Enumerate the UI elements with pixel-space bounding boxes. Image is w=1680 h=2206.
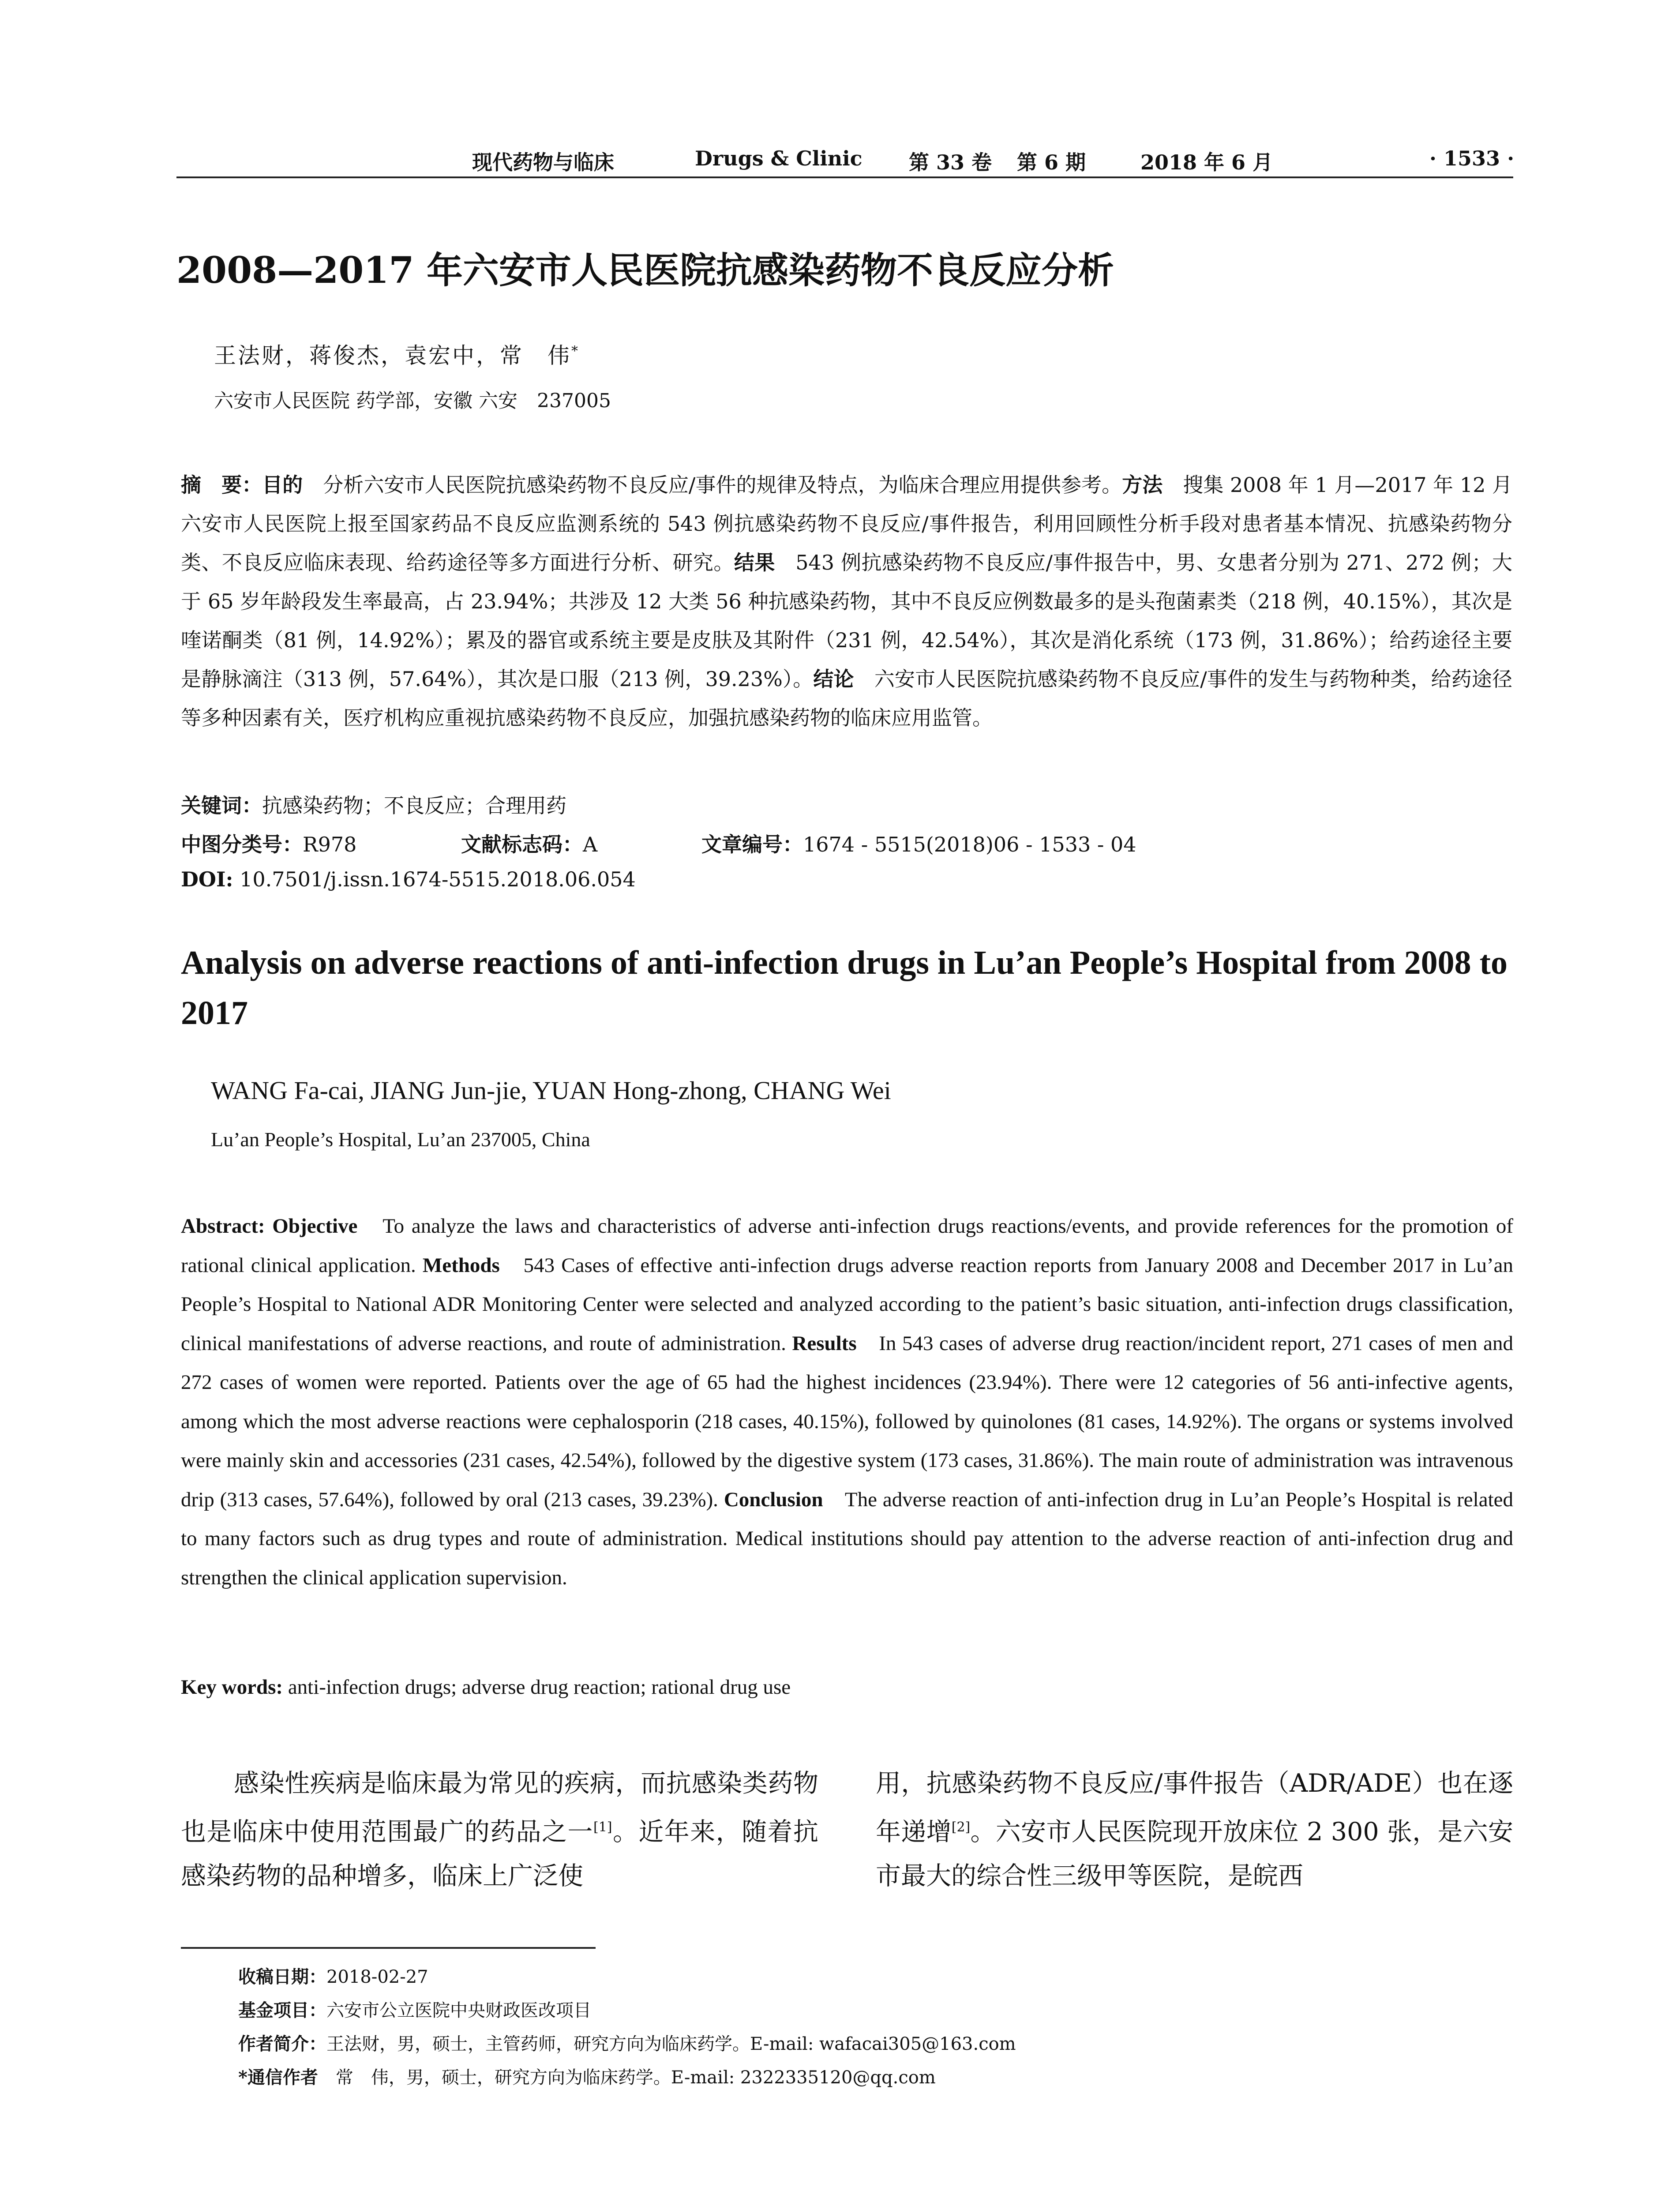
volume: 第 33 卷 — [909, 150, 992, 174]
fund-label: 基金项目： — [238, 2000, 326, 2021]
doi-label: DOI: — [181, 867, 233, 891]
objective-en-text: To analyze the laws and characteristics of adverse anti-infection drugs reactions/events, and provide references for the promotion of rational clinical application. — [181, 1215, 1513, 1277]
abstract-cn — [181, 465, 1512, 737]
keywords-en — [181, 1675, 791, 1699]
author-bio-text: 王法财，男，硕士，主管药师，研究方向为临床药学。E-mail: wafacai305@163.com — [326, 2034, 1016, 2054]
doi-line — [181, 867, 636, 891]
body-right-text-2: 。六安市人民医院现开放床位 2 300 张，是六安市最大的综合性三级甲等医院，是皖西 — [876, 1817, 1513, 1891]
authors-cn-names: 王法财，蒋俊杰，袁宏中，常 伟 — [214, 343, 571, 368]
journal-name-cn: 现代药物与临床 — [472, 150, 614, 174]
methods-en-text: 543 Cases of effective anti-infection drugs adverse reaction reports from January 2008 and December 2017 in Lu’an People’s Hospital to National ADR Monitoring Center were selected and analyzed according to the patient’s basic situation, anti-infection drugs classification, clinical manifestations of adverse reactions, and route of administration. — [181, 1253, 1513, 1355]
corresponding-mark: * — [571, 343, 580, 359]
results-en-label: Results — [792, 1332, 857, 1355]
doc-code-value: A — [583, 833, 598, 856]
keywords-cn — [181, 790, 566, 819]
conclusion-text: 六安市人民医院抗感染药物不良反应/事件的发生与药物种类，给药途径等多种因素有关，医疗机构应重视抗感染药物不良反应，加强抗感染药物的临床应用监管。 — [181, 667, 1513, 730]
body-left-text-2: 。近年来，随着抗感染药物的品种增多，临床上广泛使 — [181, 1817, 818, 1891]
doc-code — [461, 829, 597, 858]
methods-en-label: Methods — [422, 1253, 500, 1277]
authors-en: WANG Fa-cai, JIANG Jun-jie, YUAN Hong-zhong, CHANG Wei — [211, 1076, 891, 1105]
page-number: · 1533 · — [1429, 146, 1515, 170]
methods-text: 搜集 2008 年 1 月—2017 年 12 月六安市人民医院上报至国家药品不良反应监测系统的 543 例抗感染药物不良反应/事件报告，利用回顾性分析手段对患者基本情况、抗感染药物分类、不良反应临床表现、给药途径等多方面进行分析、研究。 — [181, 473, 1513, 574]
footnote-corresponding — [238, 2063, 936, 2089]
body-column-right — [876, 1761, 1513, 1898]
objective-label: 目的 — [262, 473, 303, 497]
clc-value: R978 — [303, 833, 357, 856]
citation-1: [1] — [593, 1820, 612, 1835]
article-number-label: 文章编号： — [701, 833, 803, 856]
corresponding-text: 常 伟，男，硕士，研究方向为临床药学。E-mail: 2322335120@qq.com — [318, 2067, 936, 2088]
objective-text: 分析六安市人民医院抗感染药物不良反应/事件的规律及特点，为临床合理应用提供参考。 — [303, 473, 1122, 497]
body-column-left — [181, 1761, 818, 1898]
article-number — [701, 829, 1136, 858]
received-date: 2018-02-27 — [326, 1967, 428, 1987]
issue: 第 6 期 — [1017, 150, 1086, 174]
keywords-cn-text: 抗感染药物；不良反应；合理用药 — [262, 794, 566, 818]
keywords-cn-label: 关键词： — [181, 794, 262, 818]
affiliation-en: Lu’an People’s Hospital, Lu’an 237005, China — [211, 1128, 590, 1151]
conclusion-label: 结论 — [813, 667, 854, 691]
conclusion-en-label: Conclusion — [724, 1488, 823, 1511]
article-number-value: 1674 - 5515(2018)06 - 1533 - 04 — [803, 833, 1136, 856]
classification-line — [181, 829, 356, 858]
conclusion-en-text: The adverse reaction of anti-infection drug in Lu’an People’s Hospital is related to many factors such as drug types and route of administration. Medical institutions should pay attention to the adverse reaction of anti-infection drug and strengthen the clinical application supervision. — [181, 1488, 1513, 1589]
footnote-author — [238, 2030, 1016, 2055]
keywords-en-text: anti-infection drugs; adverse drug reaction; rational drug use — [283, 1676, 791, 1699]
objective-en-label: Objective — [265, 1215, 358, 1238]
abstract-en — [181, 1207, 1513, 1597]
keywords-en-label: Key words: — [181, 1676, 283, 1699]
authors-cn — [214, 338, 580, 370]
footnote-fund — [238, 1996, 591, 2022]
abstract-cn-label: 摘 要： — [181, 473, 262, 497]
corresponding-label: *通信作者 — [238, 2067, 318, 2088]
fund-text: 六安市公立医院中央财政医改项目 — [326, 2000, 591, 2021]
results-text: 543 例抗感染药物不良反应/事件报告中，男、女患者分别为 271、272 例；大于 65 岁年龄段发生率最高，占 23.94%；共涉及 12 大类 56 种抗感染药物，其中不良反应例数最多的是头孢菌素类（218 例，40.15%），其次是喹诺酮类（81 例，14.92%）；累及的器官或系统主要是皮肤及其附件（231 例，42.54%），其次是消化系统（173 例，31.86%）；给药途径主要是静脉滴注（313 例，57.64%），其次是口服（213 例，39.23%）。 — [181, 551, 1513, 691]
issue-date: 2018 年 6 月 — [1140, 150, 1273, 174]
results-en-text: In 543 cases of adverse drug reaction/incident report, 271 cases of men and 272 cases of women were reported. Patients over the age of 65 had the highest incidences (23.94%). There were 12 categories of 56 anti-infective agents, among which the most adverse reactions were cephalosporin (218 cases, 40.15%), followed by quinolones (81 cases, 14.92%). The organs or systems involved were mainly skin and accessories (231 cases, 42.54%), followed by the digestive system (173 cases, 31.86%). The main route of administration was intravenous drip (313 cases, 57.64%), followed by oral (213 cases, 39.23%). — [181, 1332, 1513, 1511]
footnote-divider — [181, 1947, 596, 1949]
running-header — [176, 142, 1513, 178]
footnote-received — [238, 1963, 428, 1988]
abstract-en-label: Abstract: — [181, 1215, 265, 1238]
journal-name-en: Drugs & Clinic — [695, 146, 862, 170]
author-bio-label: 作者简介： — [238, 2033, 326, 2054]
received-label: 收稿日期： — [238, 1966, 326, 1987]
doc-code-label: 文献标志码： — [461, 833, 583, 856]
body-right-text-1: 用，抗感染药物不良反应/事件报告（ADR/ADE）也在逐年递增 — [876, 1769, 1513, 1846]
title-cn: 2008—2017 年六安市人民医院抗感染药物不良反应分析 — [176, 249, 1114, 292]
clc-label: 中图分类号： — [181, 833, 303, 856]
body-left-text-1: 感染性疾病是临床最为常见的疾病，而抗感染类药物也是临床中使用范围最广的药品之一 — [181, 1769, 818, 1846]
results-label: 结果 — [734, 551, 775, 574]
title-en: Analysis on adverse reactions of anti-infection drugs in Lu’an People’s Hospital from 2008 to 2017 — [181, 944, 1508, 1032]
affiliation-cn: 六安市人民医院 药学部，安徽 六安 237005 — [214, 390, 611, 412]
doi-value: 10.7501/j.issn.1674-5515.2018.06.054 — [233, 867, 636, 891]
citation-2: [2] — [951, 1820, 971, 1835]
methods-label: 方法 — [1122, 473, 1163, 497]
